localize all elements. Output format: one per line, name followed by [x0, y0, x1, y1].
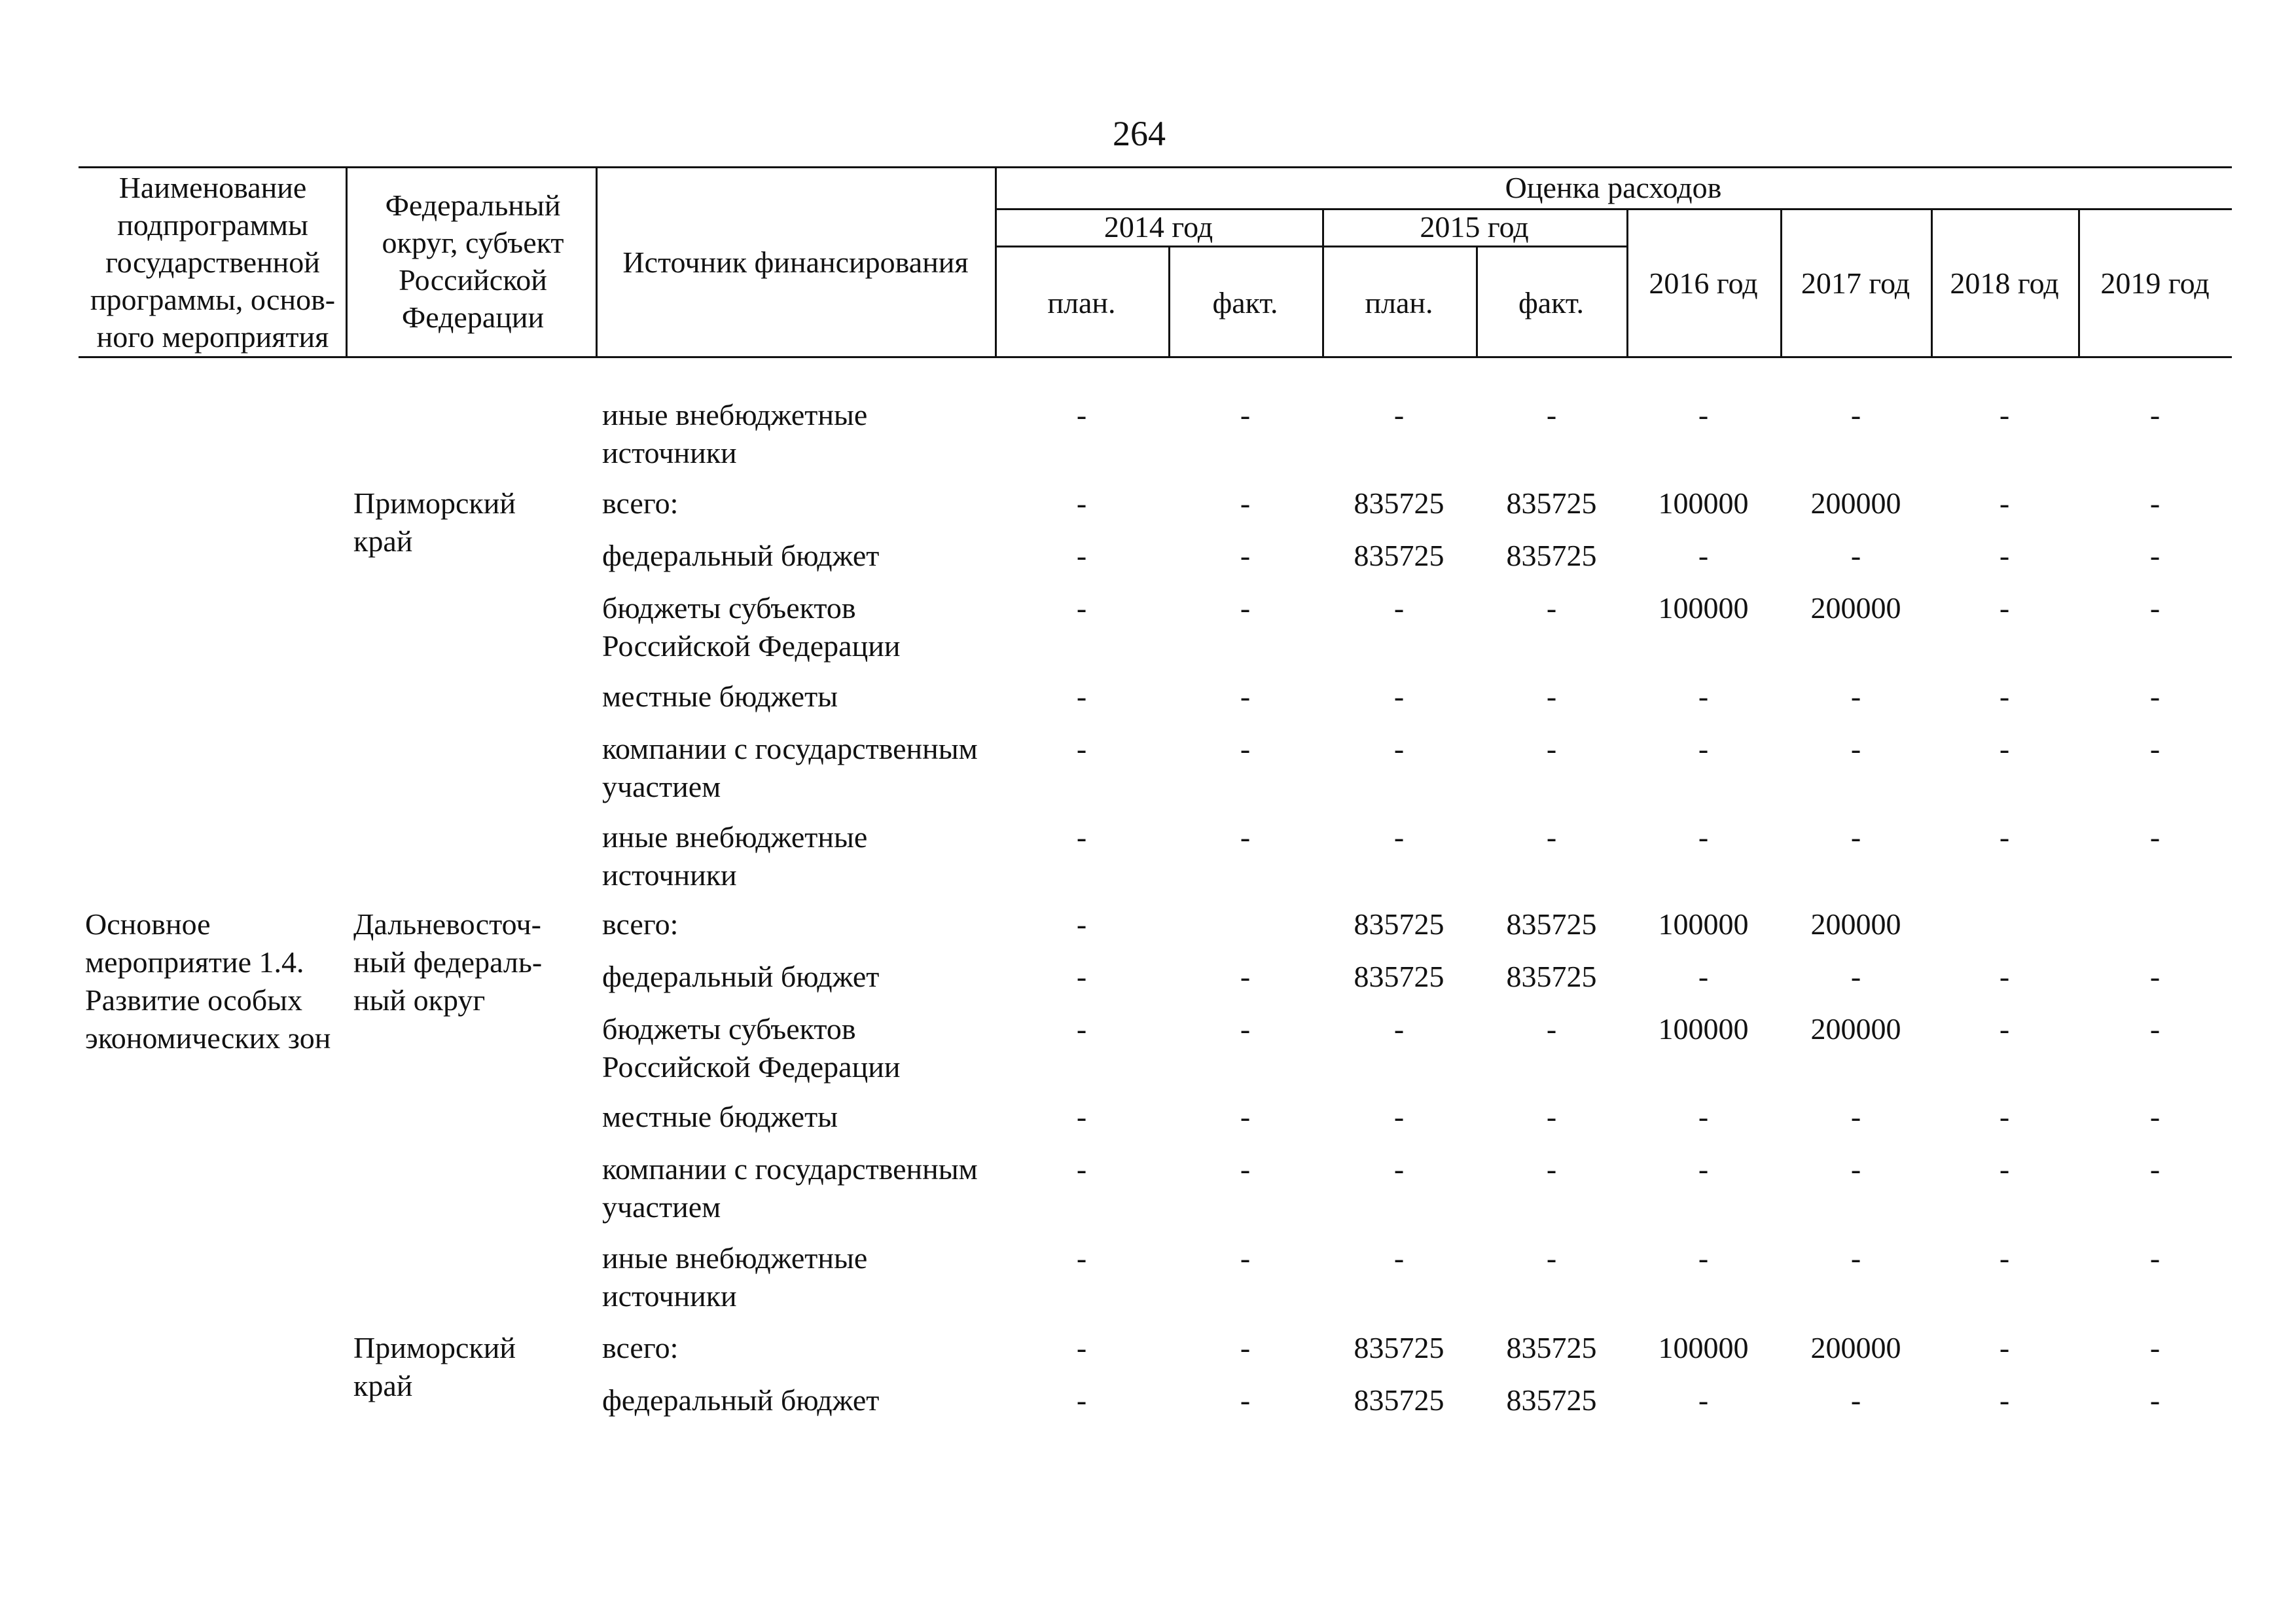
row-value-cell: 100000	[1658, 591, 1749, 625]
row-value-cell: 835725	[1354, 1331, 1444, 1364]
row-value-cell: 200000	[1810, 1331, 1901, 1364]
row-value-cell: -	[1076, 1241, 1087, 1275]
row-value-cell: -	[1240, 1241, 1251, 1275]
row-value-cell: -	[1240, 1012, 1251, 1046]
district-far-east: Дальневосточ-ный федераль-ный округ	[353, 907, 543, 1017]
row-value-cell: -	[1076, 539, 1087, 572]
header-top-rule	[79, 166, 2232, 168]
row-value-cell: -	[1698, 680, 1709, 713]
row-value-cell: -	[2149, 1383, 2161, 1417]
row-source-label: местные бюджеты	[602, 680, 838, 713]
row-value-cell: -	[1999, 820, 2010, 854]
header-year-2019: 2019 год	[2100, 266, 2210, 300]
row-value-cell: -	[2149, 1331, 2161, 1364]
row-value-cell: 835725	[1354, 960, 1444, 993]
header-district-col: Федеральный округ, субъект Российской Федерации	[382, 189, 564, 334]
header-plan-2015: план.	[1365, 286, 1433, 319]
row-value-cell: -	[1999, 1383, 2010, 1417]
row-value-cell: -	[1850, 1100, 1861, 1133]
row-value-cell: -	[1546, 1152, 1557, 1186]
header-year-2017: 2017 год	[1801, 266, 1910, 300]
row-value-cell: -	[1076, 591, 1087, 625]
main-activity-name: Основное мероприятие 1.4. Развитие особых экономических зон	[85, 907, 331, 1055]
row-value-cell: -	[2149, 1152, 2161, 1186]
district-primorsky-1: Приморский край	[353, 486, 516, 558]
row-value-cell: -	[1546, 1012, 1557, 1046]
header-fact-2014: факт.	[1212, 286, 1278, 319]
row-value-cell: -	[1850, 1241, 1861, 1275]
row-value-cell: -	[1999, 1241, 2010, 1275]
row-value-cell: -	[1850, 960, 1861, 993]
row-value-cell: -	[1240, 486, 1251, 520]
row-value-cell: 100000	[1658, 907, 1749, 941]
row-source-label: иные внебюджетные источники	[602, 820, 868, 892]
row-value-cell: -	[1999, 398, 2010, 431]
row-value-cell: -	[1240, 1100, 1251, 1133]
row-source-label: компании с государственным участием	[602, 1152, 978, 1224]
row-source-label: федеральный бюджет	[602, 960, 880, 993]
header-year-2018: 2018 год	[1950, 266, 2059, 300]
row-value-cell: -	[1698, 1152, 1709, 1186]
row-value-cell: -	[1546, 1100, 1557, 1133]
row-value-cell: -	[1850, 1152, 1861, 1186]
row-value-cell: -	[1240, 960, 1251, 993]
row-value-cell: 835725	[1506, 1383, 1597, 1417]
header-source-col: Источник финансирования	[622, 246, 969, 279]
row-value-cell: -	[1393, 820, 1405, 854]
row-value-cell: 200000	[1810, 591, 1901, 625]
row-value-cell: -	[1999, 1012, 2010, 1046]
row-value-cell: -	[1076, 1152, 1087, 1186]
row-value-cell: -	[1698, 820, 1709, 854]
row-value-cell: -	[2149, 486, 2161, 520]
row-value-cell: -	[1850, 680, 1861, 713]
row-value-cell: -	[1240, 591, 1251, 625]
row-value-cell: 100000	[1658, 486, 1749, 520]
header-name-col: Наименование подпрограммы государственной программы, основ-ного мероприятия	[90, 171, 336, 354]
row-value-cell: -	[1698, 539, 1709, 572]
row-value-cell: -	[1076, 398, 1087, 431]
row-value-cell: -	[1240, 1383, 1251, 1417]
row-value-cell: -	[1076, 680, 1087, 713]
row-value-cell: -	[1999, 539, 2010, 572]
row-value-cell: -	[1546, 732, 1557, 765]
row-value-cell: 835725	[1506, 539, 1597, 572]
row-value-cell: -	[1850, 1383, 1861, 1417]
header-year-2014: 2014 год	[1103, 210, 1213, 244]
row-value-cell: -	[1850, 820, 1861, 854]
row-source-label: местные бюджеты	[602, 1100, 838, 1133]
row-value-cell: -	[1393, 1012, 1405, 1046]
header-fact-2015: факт.	[1518, 286, 1585, 319]
row-source-label: иные внебюджетные источники	[602, 398, 868, 469]
row-value-cell: 100000	[1658, 1012, 1749, 1046]
row-source-label: бюджеты субъектов Российской Федерации	[602, 1012, 901, 1084]
header-bottom-rule	[79, 356, 2232, 358]
row-value-cell: -	[1240, 820, 1251, 854]
row-value-cell: -	[2149, 732, 2161, 765]
row-value-cell: -	[1999, 1152, 2010, 1186]
header-year-2016: 2016 год	[1649, 266, 1758, 300]
row-value-cell: 200000	[1810, 486, 1901, 520]
row-value-cell: -	[1393, 398, 1405, 431]
row-value-cell: -	[2149, 591, 2161, 625]
row-value-cell: -	[1393, 1152, 1405, 1186]
row-value-cell: -	[1076, 960, 1087, 993]
row-value-cell: -	[1999, 1100, 2010, 1133]
row-source-label: федеральный бюджет	[602, 1383, 880, 1417]
row-value-cell: 100000	[1658, 1331, 1749, 1364]
row-value-cell: 835725	[1354, 907, 1444, 941]
row-value-cell: -	[2149, 960, 2161, 993]
row-value-cell: -	[1393, 1241, 1405, 1275]
row-value-cell: -	[1546, 591, 1557, 625]
row-value-cell: -	[1999, 486, 2010, 520]
row-value-cell: -	[2149, 820, 2161, 854]
row-value-cell: -	[1076, 1331, 1087, 1364]
row-value-cell: -	[1240, 1331, 1251, 1364]
row-value-cell: -	[1076, 1383, 1087, 1417]
row-value-cell: -	[1240, 732, 1251, 765]
row-value-cell: -	[1240, 539, 1251, 572]
row-value-cell: -	[1393, 732, 1405, 765]
row-value-cell: 835725	[1354, 1383, 1444, 1417]
row-value-cell: -	[1076, 907, 1087, 941]
row-value-cell: 835725	[1506, 960, 1597, 993]
district-primorsky-2: Приморский край	[353, 1331, 516, 1402]
header-expense-estimate: Оценка расходов	[1505, 171, 1722, 204]
header-year-2015: 2015 год	[1420, 210, 1529, 244]
row-value-cell: -	[1076, 486, 1087, 520]
row-source-label: иные внебюджетные источники	[602, 1241, 868, 1313]
row-source-label: бюджеты субъектов Российской Федерации	[602, 591, 901, 663]
row-value-cell: -	[1393, 1100, 1405, 1133]
row-source-label: всего:	[602, 907, 679, 941]
row-value-cell: -	[1850, 539, 1861, 572]
row-value-cell: -	[1698, 960, 1709, 993]
header-divider	[346, 166, 348, 357]
row-value-cell: 200000	[1810, 907, 1901, 941]
row-value-cell: -	[1240, 398, 1251, 431]
page-number: 264	[1113, 114, 1166, 153]
row-value-cell: 200000	[1810, 1012, 1901, 1046]
row-value-cell: -	[2149, 680, 2161, 713]
row-value-cell: -	[1698, 1383, 1709, 1417]
row-value-cell: -	[2149, 1241, 2161, 1275]
row-value-cell: -	[1076, 1100, 1087, 1133]
row-value-cell: 835725	[1506, 486, 1597, 520]
row-value-cell: -	[1393, 680, 1405, 713]
row-value-cell: -	[1076, 1012, 1087, 1046]
row-value-cell: -	[1076, 732, 1087, 765]
row-value-cell: -	[1999, 1331, 2010, 1364]
row-value-cell: -	[1698, 398, 1709, 431]
row-value-cell: -	[1546, 1241, 1557, 1275]
header-plan-2014: план.	[1047, 286, 1116, 319]
row-value-cell: -	[1999, 591, 2010, 625]
row-value-cell: -	[1999, 680, 2010, 713]
row-value-cell: -	[1850, 732, 1861, 765]
row-value-cell: -	[1698, 732, 1709, 765]
row-value-cell: 835725	[1506, 1331, 1597, 1364]
row-value-cell: -	[1999, 732, 2010, 765]
row-value-cell: -	[2149, 539, 2161, 572]
row-value-cell: -	[2149, 1100, 2161, 1133]
row-value-cell: -	[1076, 820, 1087, 854]
row-source-label: компании с государственным участием	[602, 732, 978, 803]
row-value-cell: 835725	[1506, 907, 1597, 941]
row-source-label: всего:	[602, 486, 679, 520]
row-value-cell: -	[1698, 1100, 1709, 1133]
row-value-cell: -	[1546, 820, 1557, 854]
row-value-cell: -	[1393, 591, 1405, 625]
row-source-label: федеральный бюджет	[602, 539, 880, 572]
row-value-cell: -	[1546, 398, 1557, 431]
row-value-cell: -	[2149, 1012, 2161, 1046]
row-source-label: всего:	[602, 1331, 679, 1364]
row-value-cell: -	[1240, 680, 1251, 713]
row-value-cell: 835725	[1354, 486, 1444, 520]
row-value-cell: -	[1698, 1241, 1709, 1275]
row-value-cell: -	[1850, 398, 1861, 431]
row-value-cell: -	[1240, 1152, 1251, 1186]
row-value-cell: -	[1546, 680, 1557, 713]
row-value-cell: -	[1999, 960, 2010, 993]
row-value-cell: 835725	[1354, 539, 1444, 572]
row-value-cell: -	[2149, 398, 2161, 431]
